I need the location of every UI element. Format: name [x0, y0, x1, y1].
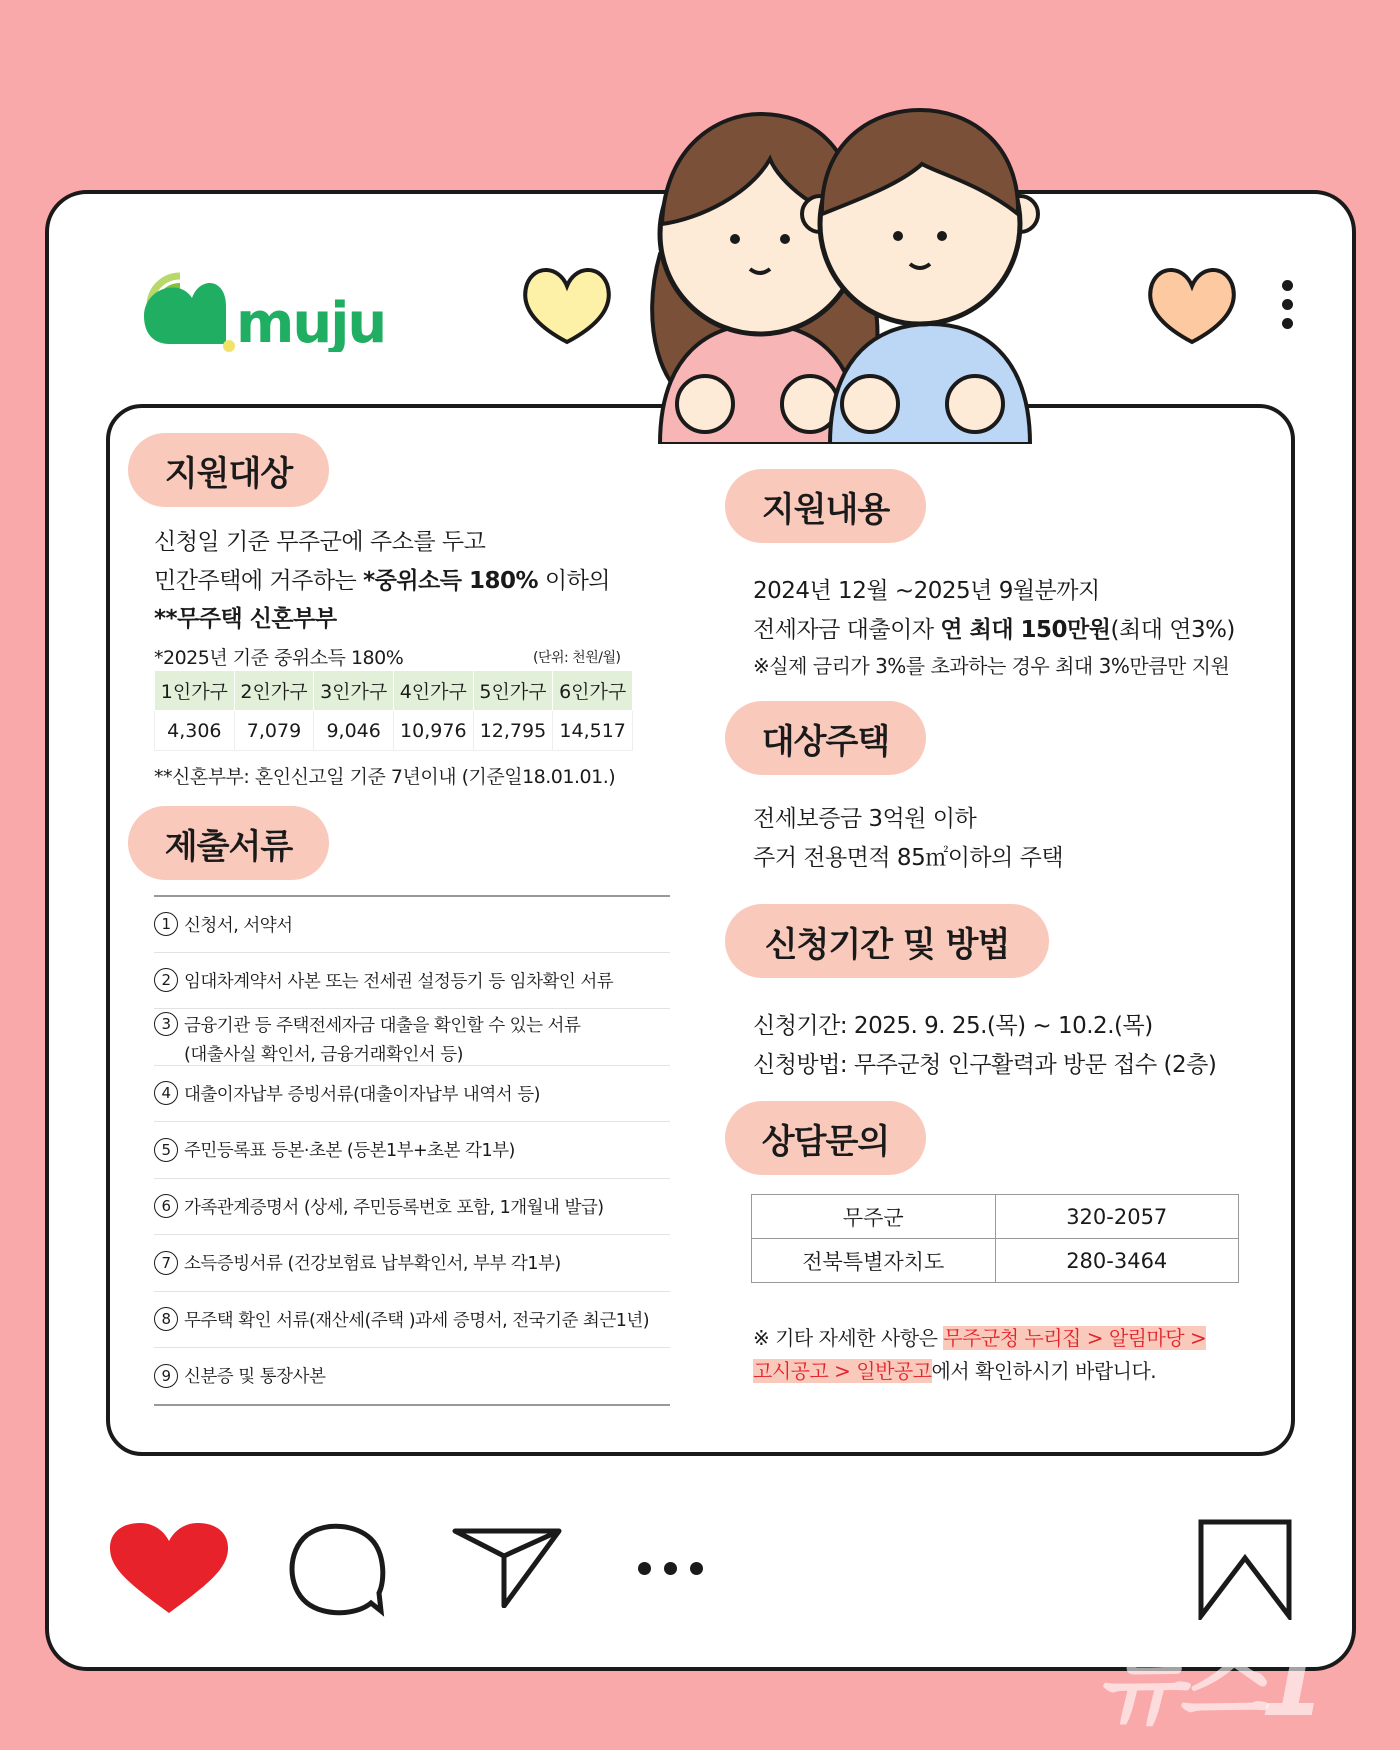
document-label: 가족관계증명서 (상세, 주민등록번호 포함, 1개월내 발급)	[184, 1197, 604, 1218]
document-item	[154, 1178, 670, 1235]
unit-label: (단위: 천원/월)	[533, 650, 621, 666]
more-dot	[1282, 318, 1293, 329]
income-note: *2025년 기준 중위소득 180%	[154, 647, 404, 669]
document-item	[154, 952, 670, 1009]
value-cell: 9,046	[314, 711, 394, 751]
list-divider	[154, 1404, 670, 1406]
document-text	[184, 912, 293, 937]
apply-method: 신청방법: 무주군청 인구활력과 방문 접수 (2층)	[753, 1052, 1217, 1078]
contact-table	[751, 1194, 1239, 1283]
document-label: 신청서, 서약서	[184, 915, 293, 936]
contact-note-line-2	[753, 1355, 1156, 1384]
income-table-row	[155, 711, 633, 751]
header-cell: 2인가구	[234, 671, 314, 711]
income-table-header	[155, 671, 633, 711]
max-amount: 연 최대 150만원	[940, 617, 1111, 643]
bookmark-icon[interactable]	[1197, 1518, 1293, 1620]
comment-icon[interactable]	[285, 1523, 393, 1617]
item-number-badge: 9	[154, 1364, 178, 1388]
like-heart-icon[interactable]	[108, 1523, 230, 1615]
contact-note-suffix: 에서 확인하시기 바랍니다.	[931, 1359, 1157, 1383]
header-cell: 3인가구	[314, 671, 394, 711]
documents-list	[154, 895, 670, 1406]
document-label: 금융기관 등 주택전세자금 대출을 확인할 수 있는 서류	[184, 1016, 581, 1036]
target-line-3: **무주택 신혼부부	[154, 606, 337, 632]
document-text	[184, 1250, 561, 1275]
value-cell: 14,517	[553, 711, 633, 751]
section-title-contact: 상담문의	[725, 1101, 926, 1175]
website-path-link[interactable]: 고시공고 > 일반공고	[753, 1359, 932, 1383]
contact-row	[752, 1239, 1239, 1283]
item-number-badge: 6	[154, 1194, 178, 1218]
value-cell: 4,306	[155, 711, 235, 751]
document-item	[154, 1065, 670, 1122]
header-cell: 1인가구	[155, 671, 235, 711]
document-label: 주민등록표 등본·초본 (등본1부+초본 각1부)	[184, 1141, 515, 1162]
item-number-badge: 1	[154, 912, 178, 936]
header-cell: 6인가구	[553, 671, 633, 711]
housing-line-2: 주거 전용면적 85㎡이하의 주택	[753, 845, 1064, 871]
contact-org: 전북특별자치도	[752, 1239, 996, 1283]
item-number-badge: 8	[154, 1307, 178, 1331]
yellow-heart-icon	[519, 262, 615, 348]
income-table	[154, 670, 633, 751]
support-amount-text: 전세자금 대출이자	[753, 617, 941, 643]
document-label: 신분증 및 통장사본	[184, 1367, 326, 1388]
section-title-housing: 대상주택	[725, 701, 926, 775]
couple-illustration	[640, 104, 1160, 444]
contact-row	[752, 1195, 1239, 1239]
svg-text:muju: muju	[236, 291, 386, 352]
document-item	[154, 1121, 670, 1178]
value-cell: 12,795	[473, 711, 553, 751]
target-line-1: 신청일 기준 무주군에 주소를 두고	[154, 529, 486, 555]
item-number-badge: 5	[154, 1138, 178, 1162]
document-text	[184, 1363, 325, 1388]
header-cell: 4인가구	[393, 671, 473, 711]
document-label: 임대차계약서 사본 또는 전세권 설정등기 등 임차확인 서류	[184, 971, 614, 992]
apply-period: 신청기간: 2025. 9. 25.(목) ~ 10.2.(목)	[753, 1013, 1153, 1039]
item-number-badge: 3	[154, 1012, 178, 1036]
max-rate: (최대 연3%)	[1110, 617, 1235, 643]
document-item	[154, 1347, 670, 1404]
newlywed-footnote: **신혼부부: 혼인신고일 기준 7년이내 (기준일18.01.01.)	[154, 766, 616, 788]
header-cell: 5인가구	[473, 671, 553, 711]
support-period: 2024년 12월 ~2025년 9월분까지	[753, 578, 1100, 604]
document-item	[154, 1008, 670, 1065]
section-title-documents: 제출서류	[128, 806, 329, 880]
document-label: 무주택 확인 서류(재산세(주택 )과세 증명서, 전국기준 최근1년)	[184, 1310, 650, 1331]
document-text	[184, 1137, 515, 1162]
document-text	[184, 1081, 540, 1106]
news1-watermark: 뉴스1	[1095, 1630, 1319, 1737]
document-label: 대출이자납부 증빙서류(대출이자납부 내역서 등)	[184, 1084, 540, 1105]
section-title-apply: 신청기간 및 방법	[725, 904, 1049, 978]
muju-logo	[140, 266, 402, 352]
document-item	[154, 1291, 670, 1348]
contact-note-text: ※ 기타 자세한 사항은	[753, 1326, 944, 1350]
document-text	[184, 968, 613, 993]
value-cell: 7,079	[234, 711, 314, 751]
contact-phone[interactable]: 280-3464	[995, 1239, 1239, 1283]
contact-phone[interactable]: 320-2057	[995, 1195, 1239, 1239]
more-dot	[1282, 299, 1293, 310]
target-line-2-text: 민간주택에 거주하는	[154, 568, 364, 594]
support-amount	[753, 611, 1235, 644]
document-label: 소득증빙서류 (건강보험료 납부확인서, 부부 각1부)	[184, 1254, 561, 1275]
section-title-support-target: 지원대상	[128, 433, 329, 507]
section-title-support-content: 지원내용	[725, 469, 926, 543]
income-criteria: *중위소득 180%	[363, 568, 539, 594]
website-path-link[interactable]: 무주군청 누리집 > 알림마당 >	[943, 1326, 1207, 1350]
target-line-2	[154, 562, 610, 595]
share-send-icon[interactable]	[452, 1528, 562, 1608]
contact-note-line-1	[753, 1322, 1206, 1351]
item-number-badge: 7	[154, 1251, 178, 1275]
more-actions-icon[interactable]	[638, 1562, 704, 1576]
document-text	[184, 1307, 649, 1332]
more-options-icon[interactable]	[1282, 280, 1293, 291]
document-item	[154, 895, 670, 952]
document-sublabel: (대출사실 확인서, 금융거래확인서 등)	[184, 1045, 463, 1065]
document-item	[154, 1234, 670, 1291]
item-number-badge: 4	[154, 1081, 178, 1105]
document-text	[184, 1194, 604, 1219]
contact-org: 무주군	[752, 1195, 996, 1239]
rate-note: ※실제 금리가 3%를 초과하는 경우 최대 3%만큼만 지원	[753, 654, 1230, 678]
housing-line-1: 전세보증금 3억원 이하	[753, 806, 977, 832]
value-cell: 10,976	[393, 711, 473, 751]
item-number-badge: 2	[154, 968, 178, 992]
target-line-2-suffix: 이하의	[538, 568, 611, 594]
document-text	[184, 1012, 580, 1066]
